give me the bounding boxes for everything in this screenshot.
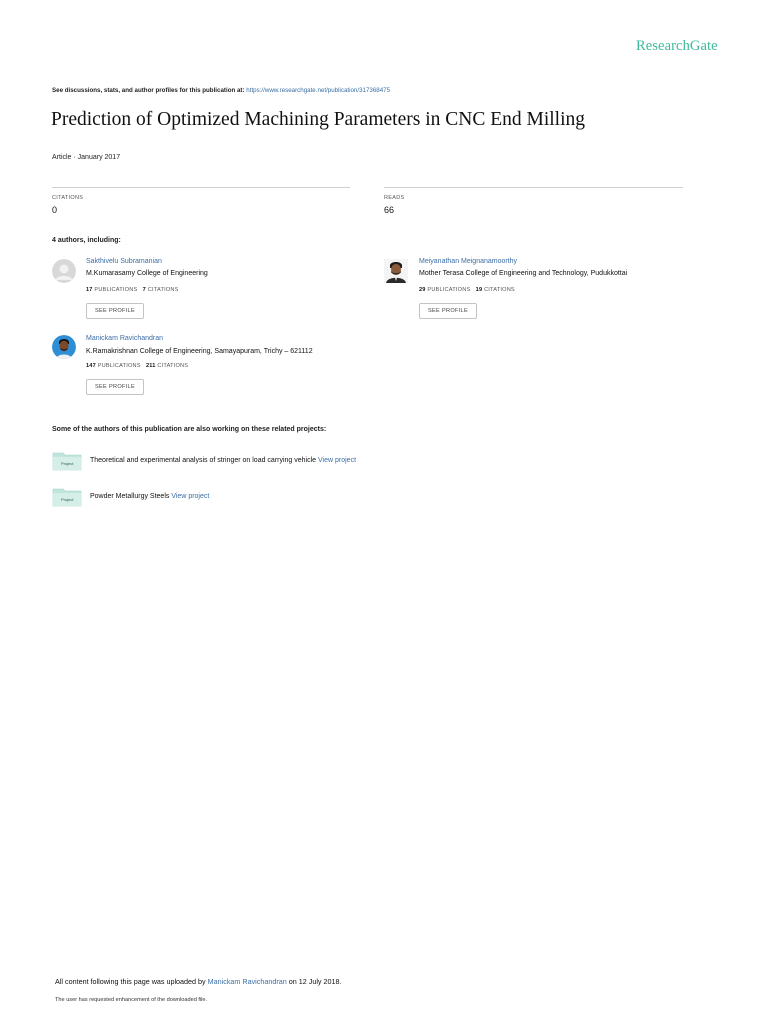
project-item <box>52 486 452 510</box>
author-publications-count: 147 <box>86 363 96 369</box>
uploaded-by-line <box>55 977 342 986</box>
author-institution: M.Kumarasamy College of Engineering <box>86 270 208 277</box>
see-discussions-text: See discussions, stats, and author profiles for this publication at: <box>52 87 245 94</box>
author-citations-count: 19 <box>475 287 483 293</box>
author-citations-label: CITATIONS <box>157 363 189 369</box>
author-institution: Mother Terasa College of Engineering and Technology, Pudukkottai <box>419 270 628 277</box>
author-avatar[interactable] <box>52 335 76 359</box>
authors-heading: 4 authors, including: <box>52 237 121 244</box>
author-avatar[interactable] <box>384 259 408 283</box>
reads-label: READS <box>384 195 405 201</box>
author-publications-label: PUBLICATIONS <box>97 363 141 369</box>
author-stats <box>86 287 179 293</box>
author-citations-label: CITATIONS <box>484 287 515 293</box>
citations-divider <box>52 187 350 188</box>
author-citations-count: 211 <box>145 363 156 369</box>
project-text <box>90 493 209 500</box>
see-discussions-line <box>52 87 390 94</box>
default-avatar-icon <box>52 259 76 283</box>
author-stats <box>86 363 188 369</box>
paper-title: Prediction of Optimized Machining Parameters in CNC End Milling <box>51 109 586 130</box>
author-name-link[interactable]: Manickam Ravichandran <box>86 335 164 342</box>
project-title: Powder Metallurgy Steels <box>90 493 170 500</box>
view-project-link[interactable]: View project <box>171 493 210 500</box>
uploader-link[interactable]: Manickam Ravichandran <box>207 977 287 986</box>
citations-value: 0 <box>52 205 58 215</box>
project-text <box>90 457 356 464</box>
author-publications-count: 17 <box>86 287 93 293</box>
person-photo-icon <box>52 335 76 359</box>
author-citations-label: CITATIONS <box>147 287 179 293</box>
researchgate-logo[interactable]: ResearchGate <box>636 38 718 54</box>
project-icon-label: Project <box>61 461 74 466</box>
author-name-link[interactable]: Sakthivelu Subramanian <box>86 258 162 265</box>
person-photo-icon <box>384 259 408 283</box>
author-publications-count: 29 <box>419 287 426 293</box>
reads-divider <box>384 187 683 188</box>
project-title: Theoretical and experimental analysis of stringer on load carrying vehicle <box>90 457 317 464</box>
article-meta: Article · January 2017 <box>52 154 121 161</box>
author-citations-count: 7 <box>142 287 146 293</box>
author-institution: K.Ramakrishnan College of Engineering, Samayapuram, Trichy – 621112 <box>86 348 313 355</box>
project-item <box>52 450 452 474</box>
reads-value: 66 <box>384 205 395 215</box>
author-avatar[interactable] <box>52 259 76 283</box>
author-stats <box>419 287 515 293</box>
see-profile-button[interactable]: SEE PROFILE <box>86 379 144 395</box>
see-profile-button[interactable]: SEE PROFILE <box>86 303 144 319</box>
author-name-link[interactable]: Meiyanathan Meignanamoorthy <box>419 258 518 265</box>
uploaded-by-date: on 12 July 2018. <box>288 977 342 986</box>
author-publications-label: PUBLICATIONS <box>94 287 138 293</box>
project-icon-label: Project <box>61 497 74 502</box>
related-projects-heading: Some of the authors of this publication are also working on these related projects: <box>52 426 327 433</box>
enhancement-note: The user has requested enhancement of the downloaded file. <box>55 997 208 1003</box>
publication-url-link[interactable]: https://www.researchgate.net/publication/317368475 <box>246 87 391 94</box>
view-project-link[interactable]: View project <box>318 457 357 464</box>
see-profile-button[interactable]: SEE PROFILE <box>419 303 477 319</box>
citations-label: CITATIONS <box>52 195 84 201</box>
uploaded-by-prefix: All content following this page was uploaded by <box>55 977 206 986</box>
author-publications-label: PUBLICATIONS <box>427 287 471 293</box>
